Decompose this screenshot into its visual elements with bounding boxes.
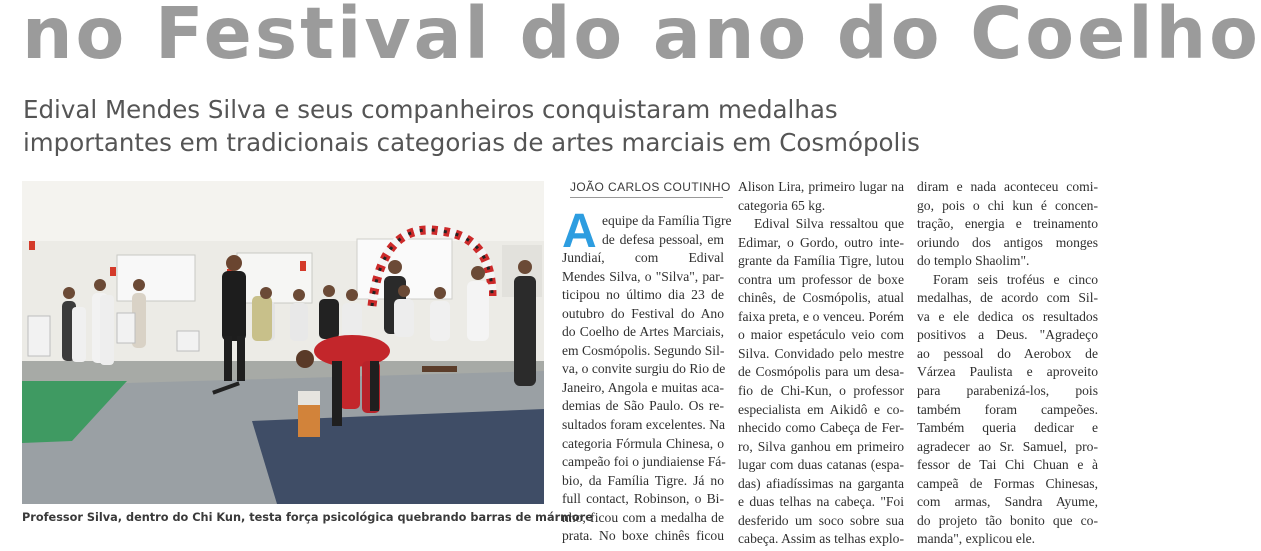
column-line: ticipou no último dia 23 de	[562, 287, 724, 303]
column-line: nho, ficou com a medalha de	[562, 509, 724, 525]
column-line: para parabenizá-los, pois	[917, 383, 1098, 399]
photo-caption: Professor Silva, dentro do Chi Kun, testa força psicológica quebrando barras de mármore	[22, 511, 593, 524]
column-line: bio, da Família Tigre. Já no	[562, 472, 724, 488]
column-line: Silva. Convidado pelo mestre	[738, 345, 904, 361]
column-line: em Cosmópolis. Segundo Sil-	[562, 342, 725, 358]
column-line: especialista em Aikidô e co-	[738, 401, 904, 417]
column-line: campeão foi o jundiaiense Fá-	[562, 454, 726, 470]
column-line: ao pessoal do Aerobox de	[917, 345, 1098, 361]
column-line: Edival Silva ressaltou que	[754, 216, 904, 232]
column-line: Mendes Silva, o "Silva", par-	[562, 268, 724, 284]
column-line: de defesa pessoal, em	[602, 231, 724, 247]
column-line: outubro do Festival do Ano	[562, 305, 724, 321]
column-line: va e ele dedica os resultados	[917, 308, 1098, 324]
column-line: demias de São Paulo. Os re-	[562, 398, 724, 414]
column-line: lugar com duas catanas (espa-	[738, 457, 904, 473]
column-line: equipe da Família Tigre	[602, 213, 732, 228]
article-column-3	[917, 178, 1098, 549]
drop-cap: A	[562, 205, 597, 258]
article-column-1	[562, 205, 732, 546]
subheadline	[23, 93, 1113, 159]
column-line: sultados foram excelentes. Na	[562, 417, 726, 433]
column-line: cabeça. Assim as telhas explo-	[738, 531, 904, 547]
column-line: categoria 65 kg.	[738, 197, 826, 213]
column-line: chinês, de Cosmópolis, atual	[738, 290, 904, 306]
column-line: Várzea Paulista e aproveito	[917, 364, 1098, 380]
column-line: ro, Silva ganhou em primeiro	[738, 438, 904, 454]
column-line: nhecido como Cabeça de Fer-	[738, 420, 904, 436]
column-line: agradecer ao Sr. Samuel, pro-	[917, 438, 1098, 454]
column-line: de Cosmópolis para um desa-	[738, 364, 904, 380]
column-line: e duas telhas na cabeça. "Foi	[738, 494, 904, 510]
byline: JOÃO CARLOS COUTINHO	[570, 180, 723, 198]
headline: no Festival do ano do Coelho	[22, 0, 1261, 75]
column-line: manda", explicou ele.	[917, 531, 1036, 547]
column-line: do Coelho de Artes Marciais,	[562, 324, 724, 340]
column-line: full contact, Robinson, o Bi-	[562, 491, 724, 507]
column-line: Edimar, o Gordo, outro inte-	[738, 234, 904, 250]
column-line: positivos a Deus. "Agradeço	[917, 327, 1098, 343]
column-line: Jundiaí, com Edival	[562, 250, 724, 266]
column-line: desferido um soco sobre sua	[738, 512, 904, 528]
column-line: categoria Fórmula Chinesa, o	[562, 435, 724, 451]
column-line: Foram seis troféus e cinco	[933, 271, 1098, 287]
column-line: diram e nada aconteceu comi-	[917, 179, 1098, 194]
column-line: também foram campeões.	[917, 401, 1098, 417]
column-line: do templo Shaolim".	[917, 253, 1030, 269]
column-line: go, pois o chi kun é concen-	[917, 197, 1098, 213]
column-line: va, o convite surgiu do Rio de	[562, 361, 726, 377]
article-column-2	[738, 178, 904, 549]
column-line: contra um professor de boxe	[738, 271, 904, 287]
article-photo	[22, 181, 544, 504]
column-line: do projeto tão bonito que co-	[917, 512, 1098, 528]
subheadline-line: importantes em tradicionais categorias de artes marciais em Cosmópolis	[23, 128, 920, 157]
subheadline-line: Edival Mendes Silva e seus companheiros conquistaram medalhas	[23, 95, 838, 124]
column-line: faixa preta, e o venceu. Porém	[738, 308, 904, 324]
column-line: fessor de Tai Chi Chuan e à	[917, 457, 1098, 473]
column-line: das) afiadíssimas na garganta	[738, 475, 904, 491]
column-line: oriundo dos antigos monges	[917, 234, 1098, 250]
column-line: Alison Lira, primeiro lugar na	[738, 179, 904, 194]
column-line: Também queria dedicar e	[917, 420, 1098, 436]
column-line: fio de Chi-Kun, o professor	[738, 383, 904, 399]
column-line: tração, energia e treinamento	[917, 216, 1098, 232]
column-line: o maior espetáculo veio com	[738, 327, 904, 343]
column-line: grante da Família Tigre, lutou	[738, 253, 904, 269]
column-line: Janeiro, Angola e muitas aca-	[562, 379, 724, 395]
column-line: campeã de Formas Chinesas,	[917, 475, 1098, 491]
column-line: prata. No boxe chinês ficou	[562, 528, 724, 544]
column-line: com armas, Sandra Ayume,	[917, 494, 1098, 510]
column-line: medalhas, de acordo com Sil-	[917, 290, 1098, 306]
